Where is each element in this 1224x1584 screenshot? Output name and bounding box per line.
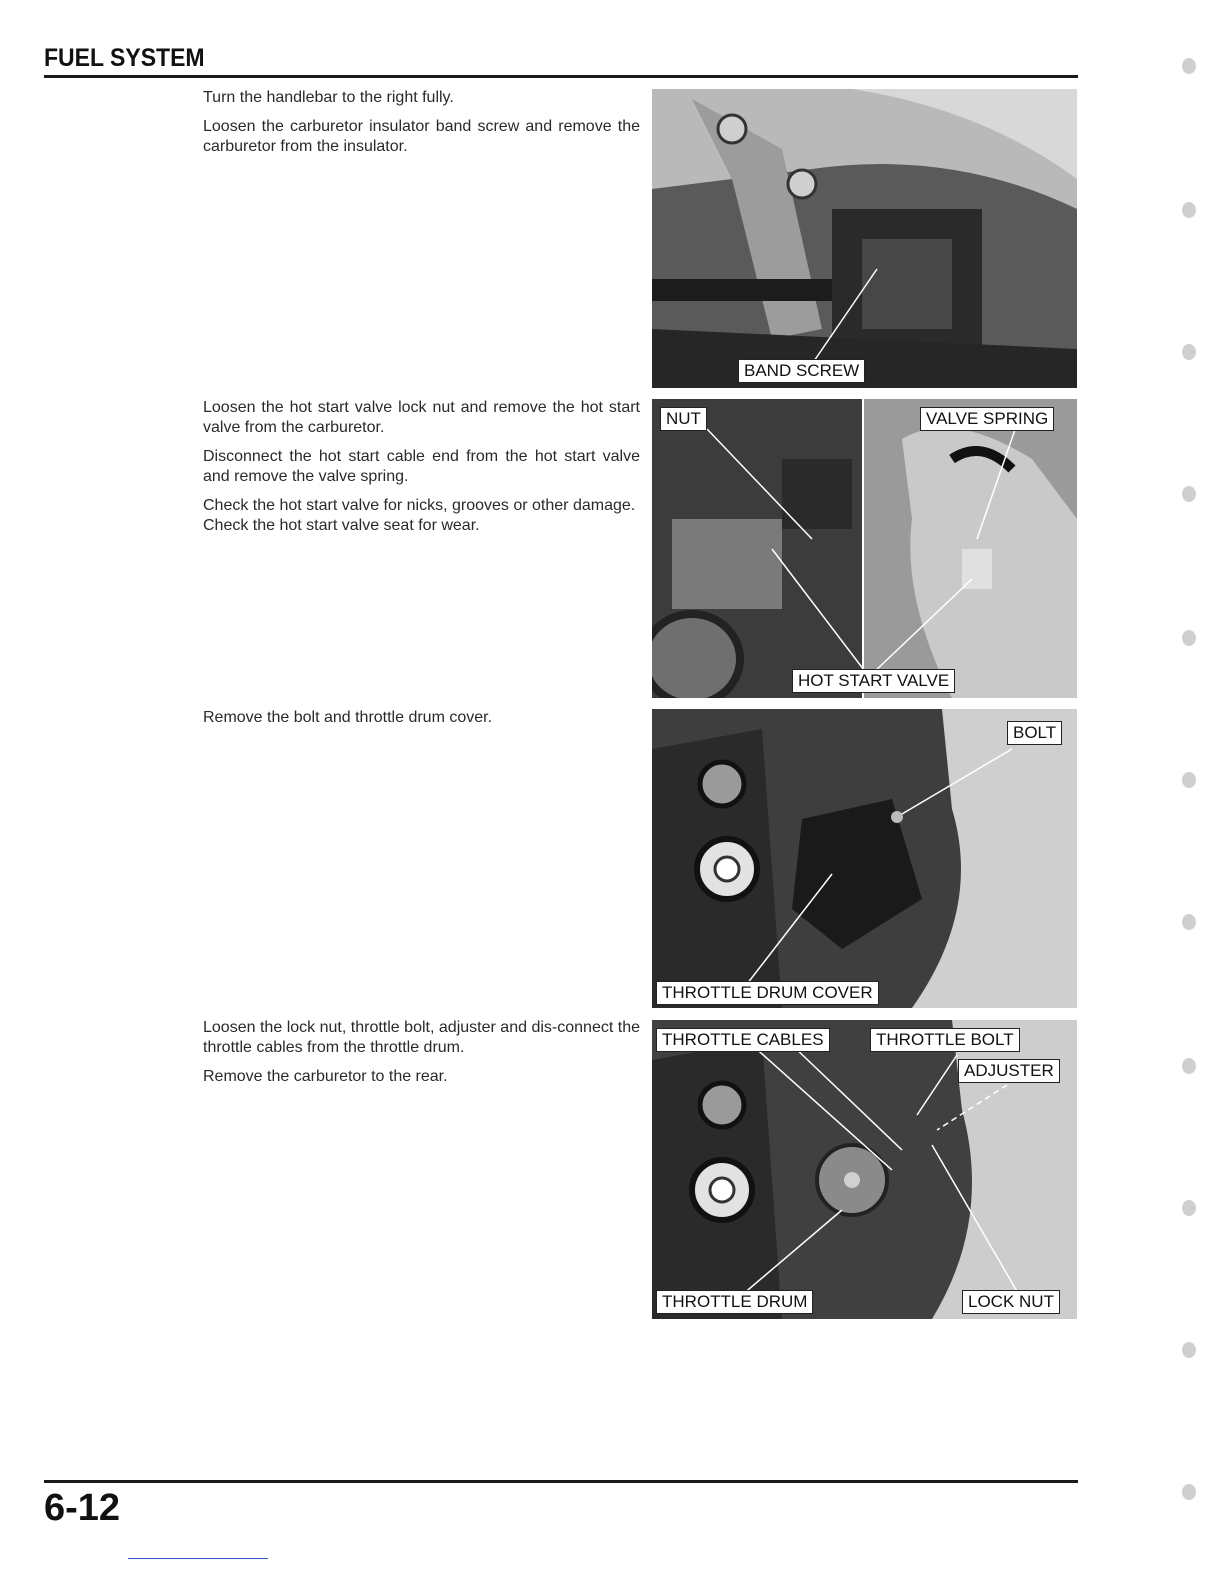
step-2-paragraph-4: Check the hot start valve seat for wear. (203, 517, 480, 534)
step-1-paragraph-2: Loosen the carburetor insulator band screw and remove the carburetor from the insulator. (203, 118, 640, 155)
callout-throttle-drum: THROTTLE DRUM (656, 1290, 813, 1314)
step-3-paragraph-1: Remove the bolt and throttle drum cover. (203, 709, 493, 726)
header-rule (44, 75, 1078, 78)
footer-link-underline (128, 1558, 268, 1559)
binder-hole-mark (1182, 486, 1196, 502)
callout-throttle-drum-cover: THROTTLE DRUM COVER (656, 981, 879, 1005)
step-1-paragraph-1: Turn the handlebar to the right fully. (203, 89, 454, 106)
step-2-text (203, 398, 640, 545)
photo-hot-start-valve-art (652, 399, 1077, 698)
binder-hole-mark (1182, 914, 1196, 930)
binder-hole-mark (1182, 630, 1196, 646)
section-title: FUEL SYSTEM (44, 44, 205, 72)
photo-hot-start-valve (652, 399, 1077, 698)
callout-throttle-bolt: THROTTLE BOLT (870, 1028, 1020, 1052)
binder-hole-mark (1182, 1058, 1196, 1074)
binder-hole-mark (1182, 1484, 1196, 1500)
callout-band-screw: BAND SCREW (738, 359, 865, 383)
binder-hole-mark (1182, 344, 1196, 360)
step-4-text (203, 1018, 640, 1096)
page-number: 6-12 (44, 1487, 121, 1529)
binder-hole-mark (1182, 58, 1196, 74)
footer-rule (44, 1480, 1078, 1483)
step-2-paragraph-2: Disconnect the hot start cable end from the hot start valve and remove the valve spring. (203, 448, 640, 485)
binder-hole-mark (1182, 772, 1196, 788)
binder-hole-mark (1182, 1200, 1196, 1216)
callout-adjuster: ADJUSTER (958, 1059, 1060, 1083)
callout-lock-nut: LOCK NUT (962, 1290, 1060, 1314)
step-3-text (203, 708, 640, 737)
callout-bolt: BOLT (1007, 721, 1062, 745)
step-4-paragraph-1: Loosen the lock nut, throttle bolt, adjuster and dis-connect the throttle cables from the throttle drum. (203, 1019, 640, 1056)
callout-throttle-cables: THROTTLE CABLES (656, 1028, 830, 1052)
step-4-paragraph-2: Remove the carburetor to the rear. (203, 1068, 448, 1085)
photo-throttle-drum-cover (652, 709, 1077, 1008)
photo-band-screw-art (652, 89, 1077, 388)
callout-nut: NUT (660, 407, 707, 431)
binder-hole-mark (1182, 202, 1196, 218)
photo-band-screw (652, 89, 1077, 388)
binder-hole-mark (1182, 1342, 1196, 1358)
step-1-text (203, 88, 640, 166)
step-2-paragraph-1: Loosen the hot start valve lock nut and remove the hot start valve from the carburetor. (203, 399, 640, 436)
photo-throttle-drum-cover-art (652, 709, 1077, 1008)
photo-throttle-drum (652, 1020, 1077, 1319)
callout-hot-start-valve: HOT START VALVE (792, 669, 955, 693)
step-2-paragraph-3: Check the hot start valve for nicks, grooves or other damage. (203, 497, 636, 514)
callout-valve-spring: VALVE SPRING (920, 407, 1054, 431)
